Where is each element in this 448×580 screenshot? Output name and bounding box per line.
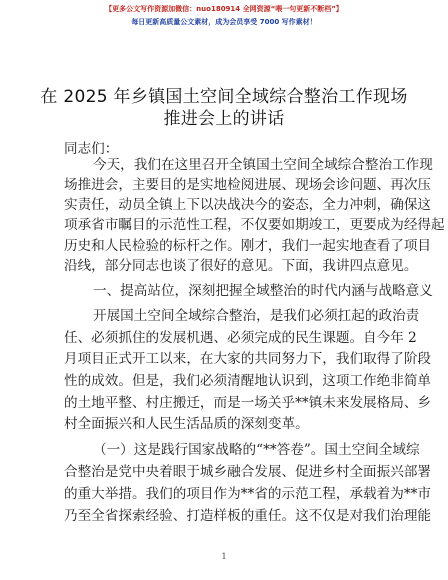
body-line: 的重大举措。我们的项目作为**省的示范工程，承载着为**市 [64, 486, 432, 502]
title-line-1: 在 2025 年乡镇国土空间全域综合整治工作现场 [40, 87, 408, 107]
body-line: 场推进会，主要目的是实地检阅进展、现场会诊问题、再次压 [64, 177, 432, 193]
body-line: 历史和人民检验的标杆之作。刚才，我们一起实地查看了项目 [64, 238, 432, 254]
body-line: 性的成效。但是，我们必须清醒地认识到，这项工作绝非简单 [64, 373, 432, 389]
body-line: 月项目正式开工以来，在大家的共同努力下，我们取得了阶段 [64, 351, 432, 367]
salutation: 同志们： [64, 141, 119, 157]
section-heading: 一、提高站位，深刻把握全域整治的时代内涵与战略意义 [93, 283, 433, 299]
body-line: 的土地平整、村庄搬迁，而是一场关乎**镇未来发展格局、乡 [64, 395, 432, 411]
title-line-2: 推进会上的讲话 [163, 109, 285, 129]
body-line: 项承省市瞩目的示范性工程，不仅要如期竣工，更要成为经得起 [64, 217, 445, 233]
body-line: 乃至全省探索经验、打造样板的重任。这不仅是对我们治理能 [64, 508, 432, 524]
body-line: （一）这是践行国家战略的“**答卷”。国土空间全域综 [93, 442, 420, 458]
promo-line-1: 【更多公文写作资源加微信：nuo180914 全网资源“喂一句更新不断档”】 [105, 5, 343, 13]
promo-line-2: 每日更新高质量公文素材，成为会员享受 7000 写作素材！ [131, 18, 317, 26]
body-line: 开展国土空间全域综合整治，是我们必须扛起的政治责 [93, 308, 420, 324]
body-line: 沿线，部分同志也谈了很好的意见。下面，我讲四点意见。 [64, 258, 418, 274]
page-number: 1 [221, 552, 227, 561]
body-line: 实责任，动员全镇上下以决战决今的姿态，全力冲刺，确保这 [64, 197, 432, 213]
body-line: 任、必须抓住的发展机遇、必须完成的民生课题。自今年 2 [64, 330, 417, 346]
body-line: 合整治是党中央着眼于城乡融合发展、促进乡村全面振兴部署 [64, 464, 432, 480]
body-line: 今天，我们在这里召开全镇国土空间全域综合整治工作现 [93, 157, 433, 173]
body-line: 村全面振兴和人民生活品质的深刻变革。 [64, 416, 309, 432]
